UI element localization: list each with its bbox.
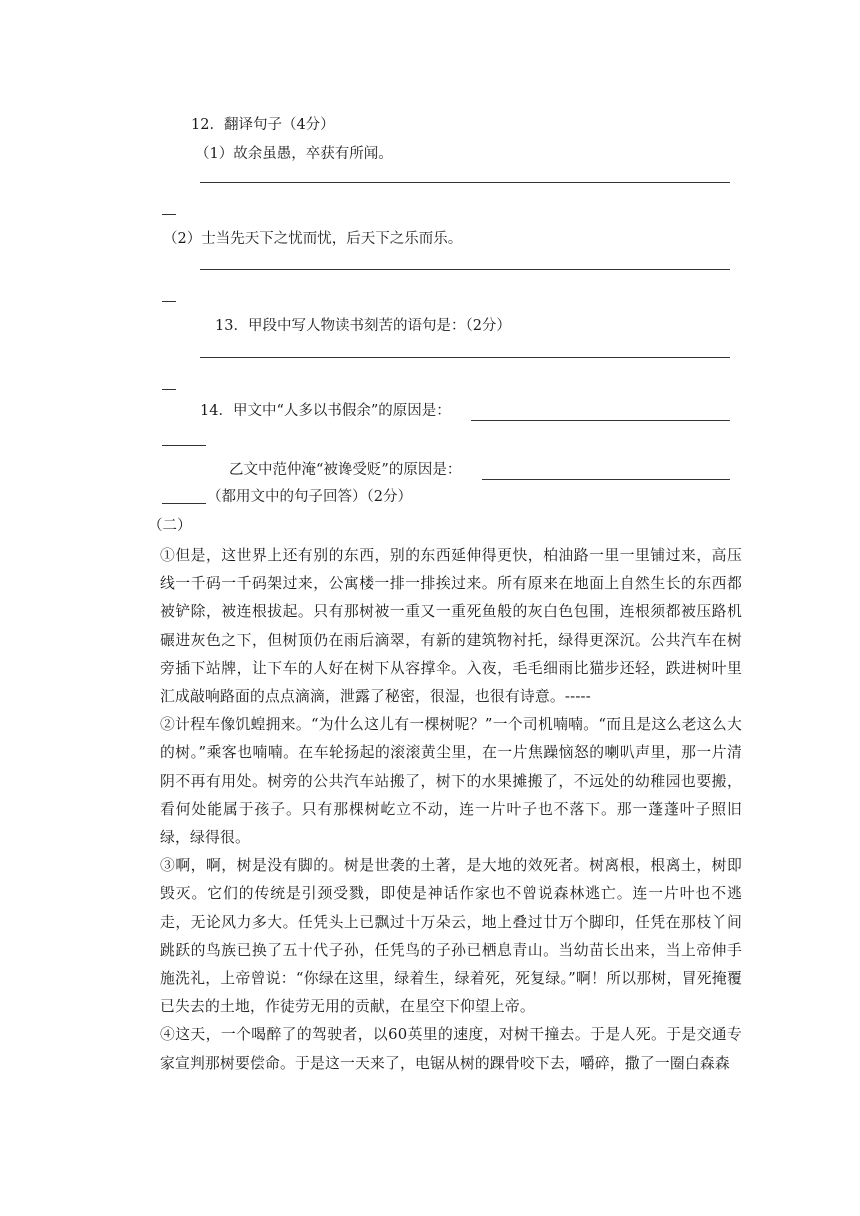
q14-prompt-a: 14．甲文中“人多以书假余”的原因是： [200,403,451,419]
q12-sentence-1: （1）故余虽愚，卒获有所闻。 [195,146,393,162]
q14-answer-line-b[interactable] [482,479,730,480]
section-heading: （二） [148,518,192,534]
q13-answer-line-tail [162,389,176,390]
paragraph-4: ④这天，一个喝醉了的驾驶者，以60英里的速度，对树干撞去。于是人死。于是交通专家宣判那树要偿命。于是这一天来了，电锯从树的踝骨咬下去，嚼碎，撒了一圈白森森 [160,1026,742,1072]
paragraph-2: ②计程车像饥蝗拥来。“为什么这儿有一棵树呢？”一个司机喃喃。“而且是这么老这么大的树。”乘客也喃喃。在车轮扬起的滚滚黄尘里，在一片焦躁恼怒的喇叭声里，那一片清阴不再有用处。树旁的公共汽车站搬了，树下的水果摊搬了，不远处的幼稚园也要搬，看何处能属于孩子。只有那棵树屹立不动，连一片叶子也不落下。那一蓬蓬叶子照旧绿，绿得很。 [160,716,742,847]
q12-answer-line-1[interactable] [200,182,730,183]
q12-sentence-2: （2）士当先天下之忧而忧，后天下之乐而乐。 [163,231,463,247]
q12-title: 12．翻译句子（4分） [191,117,335,133]
q14-answer-line-a-tail [162,445,206,446]
q12-answer-line-2[interactable] [200,269,730,270]
q12-answer-line-2-tail [162,301,176,302]
q14-note: （都用文中的句子回答）（2分） [207,489,412,505]
q14-answer-line-a[interactable] [471,420,730,421]
passage [160,542,742,1078]
q12-answer-line-1-tail [162,214,176,215]
q14-answer-line-b-tail [162,503,206,504]
q13-answer-line[interactable] [200,357,730,358]
q13-prompt: 13．甲段中写人物读书刻苦的语句是：（2分） [215,318,511,334]
q14-prompt-b: 乙文中范仲淹“被谗受贬”的原因是： [229,462,462,478]
paragraph-1: ①但是，这世界上还有别的东西，别的东西延伸得更快，柏油路一里一里铺过来，高压线一千码一千码架过来，公寓楼一排一排挨过来。所有原来在地面上自然生长的东西都被铲除，被连根拔起。只有那树被一重又一重死鱼般的灰白色包围，连根须都被压路机碾进灰色之下，但树顶仍在雨后滴翠，有新的建筑物衬托，绿得更深沉。公共汽车在树旁插下站牌，让下车的人好在树下从容撑伞。入夜，毛毛细雨比猫步还轻，跌进树叶里汇成敲响路面的点点滴滴，泄露了秘密，很湿，也很有诗意。----- [160,547,742,706]
paragraph-3: ③啊，啊，树是没有脚的。树是世袭的土著，是大地的效死者。树离根，根离土，树即毁灭。它们的传统是引颈受戮，即使是神话作家也不曾说森林逃亡。连一片叶也不逃走，无论风力多大。任凭头上已飘过十万朵云，地上叠过廿万个脚印，任凭在那枝丫间跳跃的鸟族已换了五十代子孙，任凭鸟的子孙已栖息青山。当幼苗长出来，当上帝伸手施洗礼，上帝曾说：“你绿在这里，绿着生，绿着死，死复绿。”啊！所以那树，冒死掩覆已失去的土地，作徒劳无用的贡献，在星空下仰望上帝。 [160,857,742,1016]
